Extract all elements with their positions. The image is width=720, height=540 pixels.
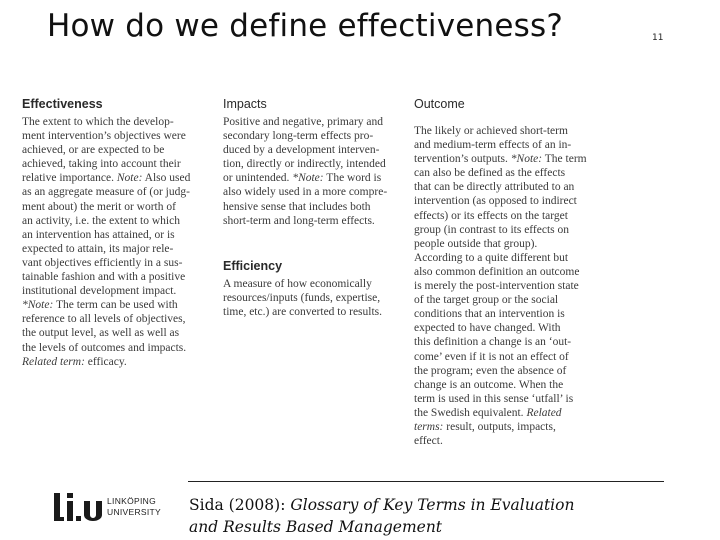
outcome-heading: Outcome (414, 97, 465, 111)
outcome-body-1: The likely or achieved short-term and medium-term effects of an in- tervention’s outputs. (414, 125, 572, 166)
citation-line-1 (189, 494, 574, 516)
effectiveness-body-1: The extent to which the develop- ment intervention’s objectives were achieved, or are expected to be achieved, taking into account their relative importance. (22, 116, 186, 185)
efficiency-definition: A measure of how economically resources/inputs (funds, expertise, time, etc.) are converted to results. (223, 277, 383, 318)
outcome-definition (414, 124, 604, 448)
glossary-column-effectiveness (22, 97, 214, 369)
impacts-definition (223, 115, 405, 228)
source-citation (189, 494, 574, 538)
citation-title-2: and Results Based Management (189, 518, 443, 536)
glossary-column-impacts (223, 97, 405, 319)
effectiveness-definition (22, 115, 214, 369)
efficiency-heading: Efficiency (223, 258, 283, 273)
effectiveness-body-3: The term can be used with reference to all levels of objectives, the output level, as well as well as the levels of outcomes and impacts. (22, 299, 187, 354)
liu-logo-icon (54, 493, 104, 523)
slide-title: How do we define effectiveness? (47, 8, 563, 44)
impacts-heading: Impacts (223, 97, 267, 111)
logo-wordmark: LINKÖPING UNIVERSITY (107, 496, 162, 517)
effectiveness-related-label: Related term: (22, 355, 85, 368)
impacts-body-1: Positive and negative, primary and secondary long-term effects pro- duced by a development interven- tion, directly or indirectly, intended or unintended. (223, 116, 386, 185)
footer-divider (188, 481, 664, 482)
effectiveness-note-label: Note: (116, 172, 143, 185)
citation-line-2 (189, 516, 574, 538)
university-logo (54, 491, 169, 525)
impacts-note-label: *Note: (292, 172, 324, 185)
outcome-related-label: Related terms: (414, 406, 562, 433)
glossary-column-outcome (414, 97, 604, 448)
citation-title-1: Glossary of Key Terms in Evaluation (290, 496, 575, 514)
outcome-related-value: result, outputs, impacts, effect. (414, 420, 556, 448)
effectiveness-related-value: efficacy. (84, 355, 127, 368)
effectiveness-note2-label: *Note: (22, 299, 54, 312)
citation-prefix: Sida (2008): (189, 496, 291, 514)
impacts-body-2: The word is also widely used in a more compre- hensive sense that includes both short-term and long-term effects. (223, 172, 388, 227)
outcome-note-label: *Note: (510, 153, 543, 166)
effectiveness-body-2: Also used as an aggregate measure of (or judg- ment about) the merit or worth of an activity, i.e. the extent to which an intervention has attained, or is expected to attain, its major rele- vant objectives efficiently in a sus- tainable fashion and with a positive institutional development impact. (22, 172, 191, 298)
outcome-body-2: The term can also be defined as the effects that can be directly attributed to an intervention (as opposed to indirect effects) or its effects on the target group (in contrast to its effects on people outside that group). According to a quite different but also common definition an outcome is merely the post-intervention state of the target group or the social conditions that an intervention is expected to have changed. With this definition a change is an ‘out- come’ even if it is not an effect of the program; even the absence of change is an outcome. When the term is used in this sense ‘utfall’ is the Swedish equivalent. (414, 153, 587, 419)
effectiveness-heading: Effectiveness (22, 97, 103, 111)
page-number: 11 (652, 33, 664, 43)
